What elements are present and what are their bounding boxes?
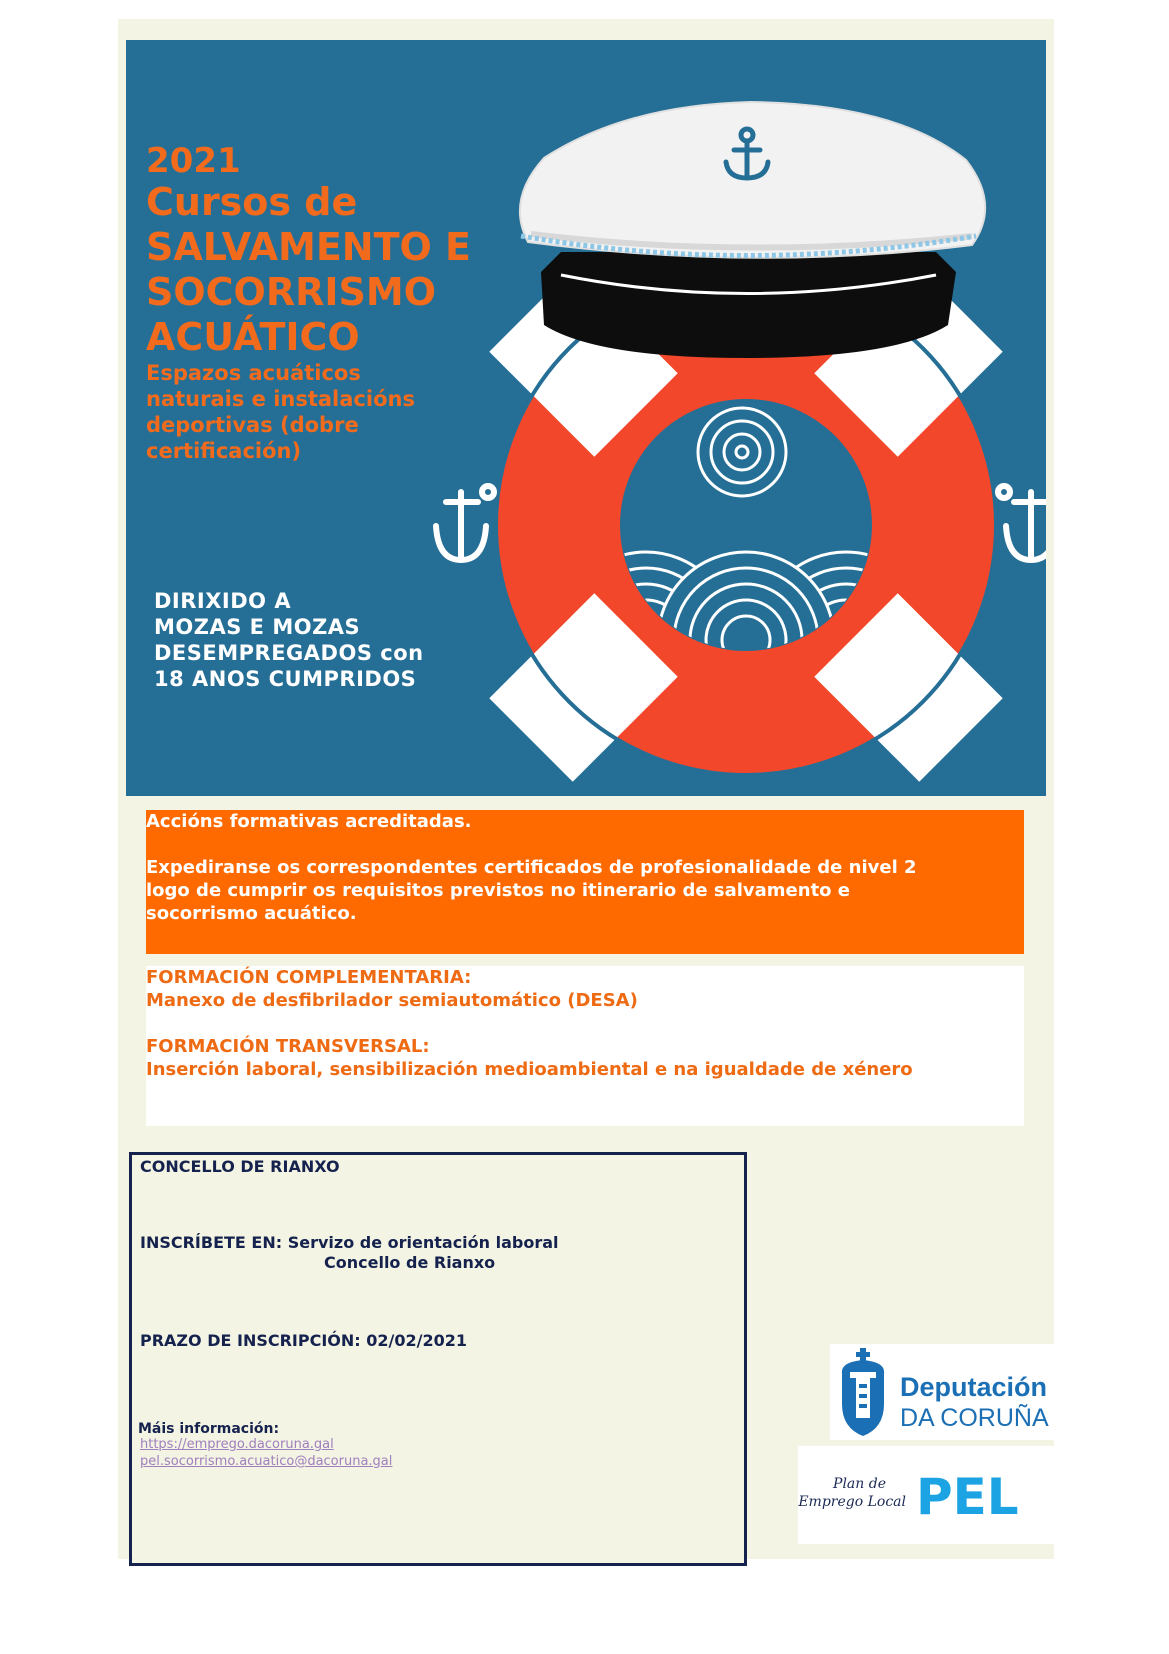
transversal-title: FORMACIÓN TRANSVERSAL: <box>146 1036 430 1057</box>
right-anchor-icon <box>998 486 1046 560</box>
hero-subtitle-line: certificación) <box>146 439 302 463</box>
target-line: DIRIXIDO A <box>154 589 292 613</box>
complementary-title: FORMACIÓN COMPLEMENTARIA: <box>146 967 472 988</box>
target-audience <box>154 588 424 692</box>
accreditation-heading: Accións formativas acreditadas. <box>146 811 472 832</box>
accreditation-text-line: socorrismo acuático. <box>146 903 357 924</box>
email-link[interactable]: pel.socorrismo.acuatico@dacoruna.gal <box>140 1454 393 1469</box>
plan-de-text: Plan de <box>833 1476 886 1492</box>
complementary-text: Manexo de desfibrilador semiautomático (DESA) <box>146 990 638 1011</box>
target-line: 18 ANOS CUMPRIDOS <box>154 667 417 691</box>
more-info-label: Máis información: <box>138 1421 280 1437</box>
pel-logo <box>798 1446 1054 1544</box>
deputacion-name: Deputación <box>900 1372 1048 1402</box>
hat-brim <box>541 252 956 358</box>
accreditation-text-line: logo de cumprir os requisitos previstos no itinerario de salvamento e <box>146 880 851 901</box>
accreditation-box <box>146 810 1024 954</box>
emprego-local-text: Emprego Local <box>798 1494 906 1510</box>
accreditation-text-line: Expediranse os correspondentes certificados de profesionalidade de nivel 2 <box>146 857 917 878</box>
hero-title-line: ACUÁTICO <box>146 315 360 359</box>
left-anchor-icon <box>436 486 494 560</box>
enroll-location: Concello de Rianxo <box>324 1253 496 1272</box>
target-line: MOZAS E MOZAS <box>154 615 361 639</box>
transversal-text: Inserción laboral, sensibilización medioambiental e na igualdade de xénero <box>146 1059 913 1080</box>
deputacion-crest-icon <box>830 1344 1054 1440</box>
hero-subtitle <box>146 360 415 464</box>
training-box <box>146 966 1024 1126</box>
hero-year: 2021 <box>146 141 241 181</box>
enroll-line: INSCRÍBETE EN: Servizo de orientación laboral <box>140 1233 559 1252</box>
deputacion-subname: DA CORUÑA <box>900 1404 1049 1432</box>
hero-banner <box>126 40 1046 796</box>
target-line: DESEMPREGADOS con <box>154 641 424 665</box>
info-box <box>129 1152 747 1566</box>
deputacion-logo <box>830 1344 1054 1440</box>
hero-title-line: SALVAMENTO E <box>146 225 471 269</box>
hero-subtitle-line: naturais e instalacións <box>146 387 415 411</box>
deadline: PRAZO DE INSCRIPCIÓN: 02/02/2021 <box>140 1331 467 1350</box>
hero-title <box>146 180 471 360</box>
hero-subtitle-line: deportivas (dobre <box>146 413 359 437</box>
pel-wordmark: PEL <box>916 1468 1019 1526</box>
pel-logo-graphic <box>798 1446 1054 1544</box>
website-link[interactable]: https://emprego.dacoruna.gal <box>140 1437 334 1452</box>
hero-title-line: Cursos de <box>146 180 358 224</box>
hero-subtitle-line: Espazos acuáticos <box>146 361 361 385</box>
hero-title-line: SOCORRISMO <box>146 270 437 314</box>
council-name: CONCELLO DE RIANXO <box>140 1157 340 1176</box>
